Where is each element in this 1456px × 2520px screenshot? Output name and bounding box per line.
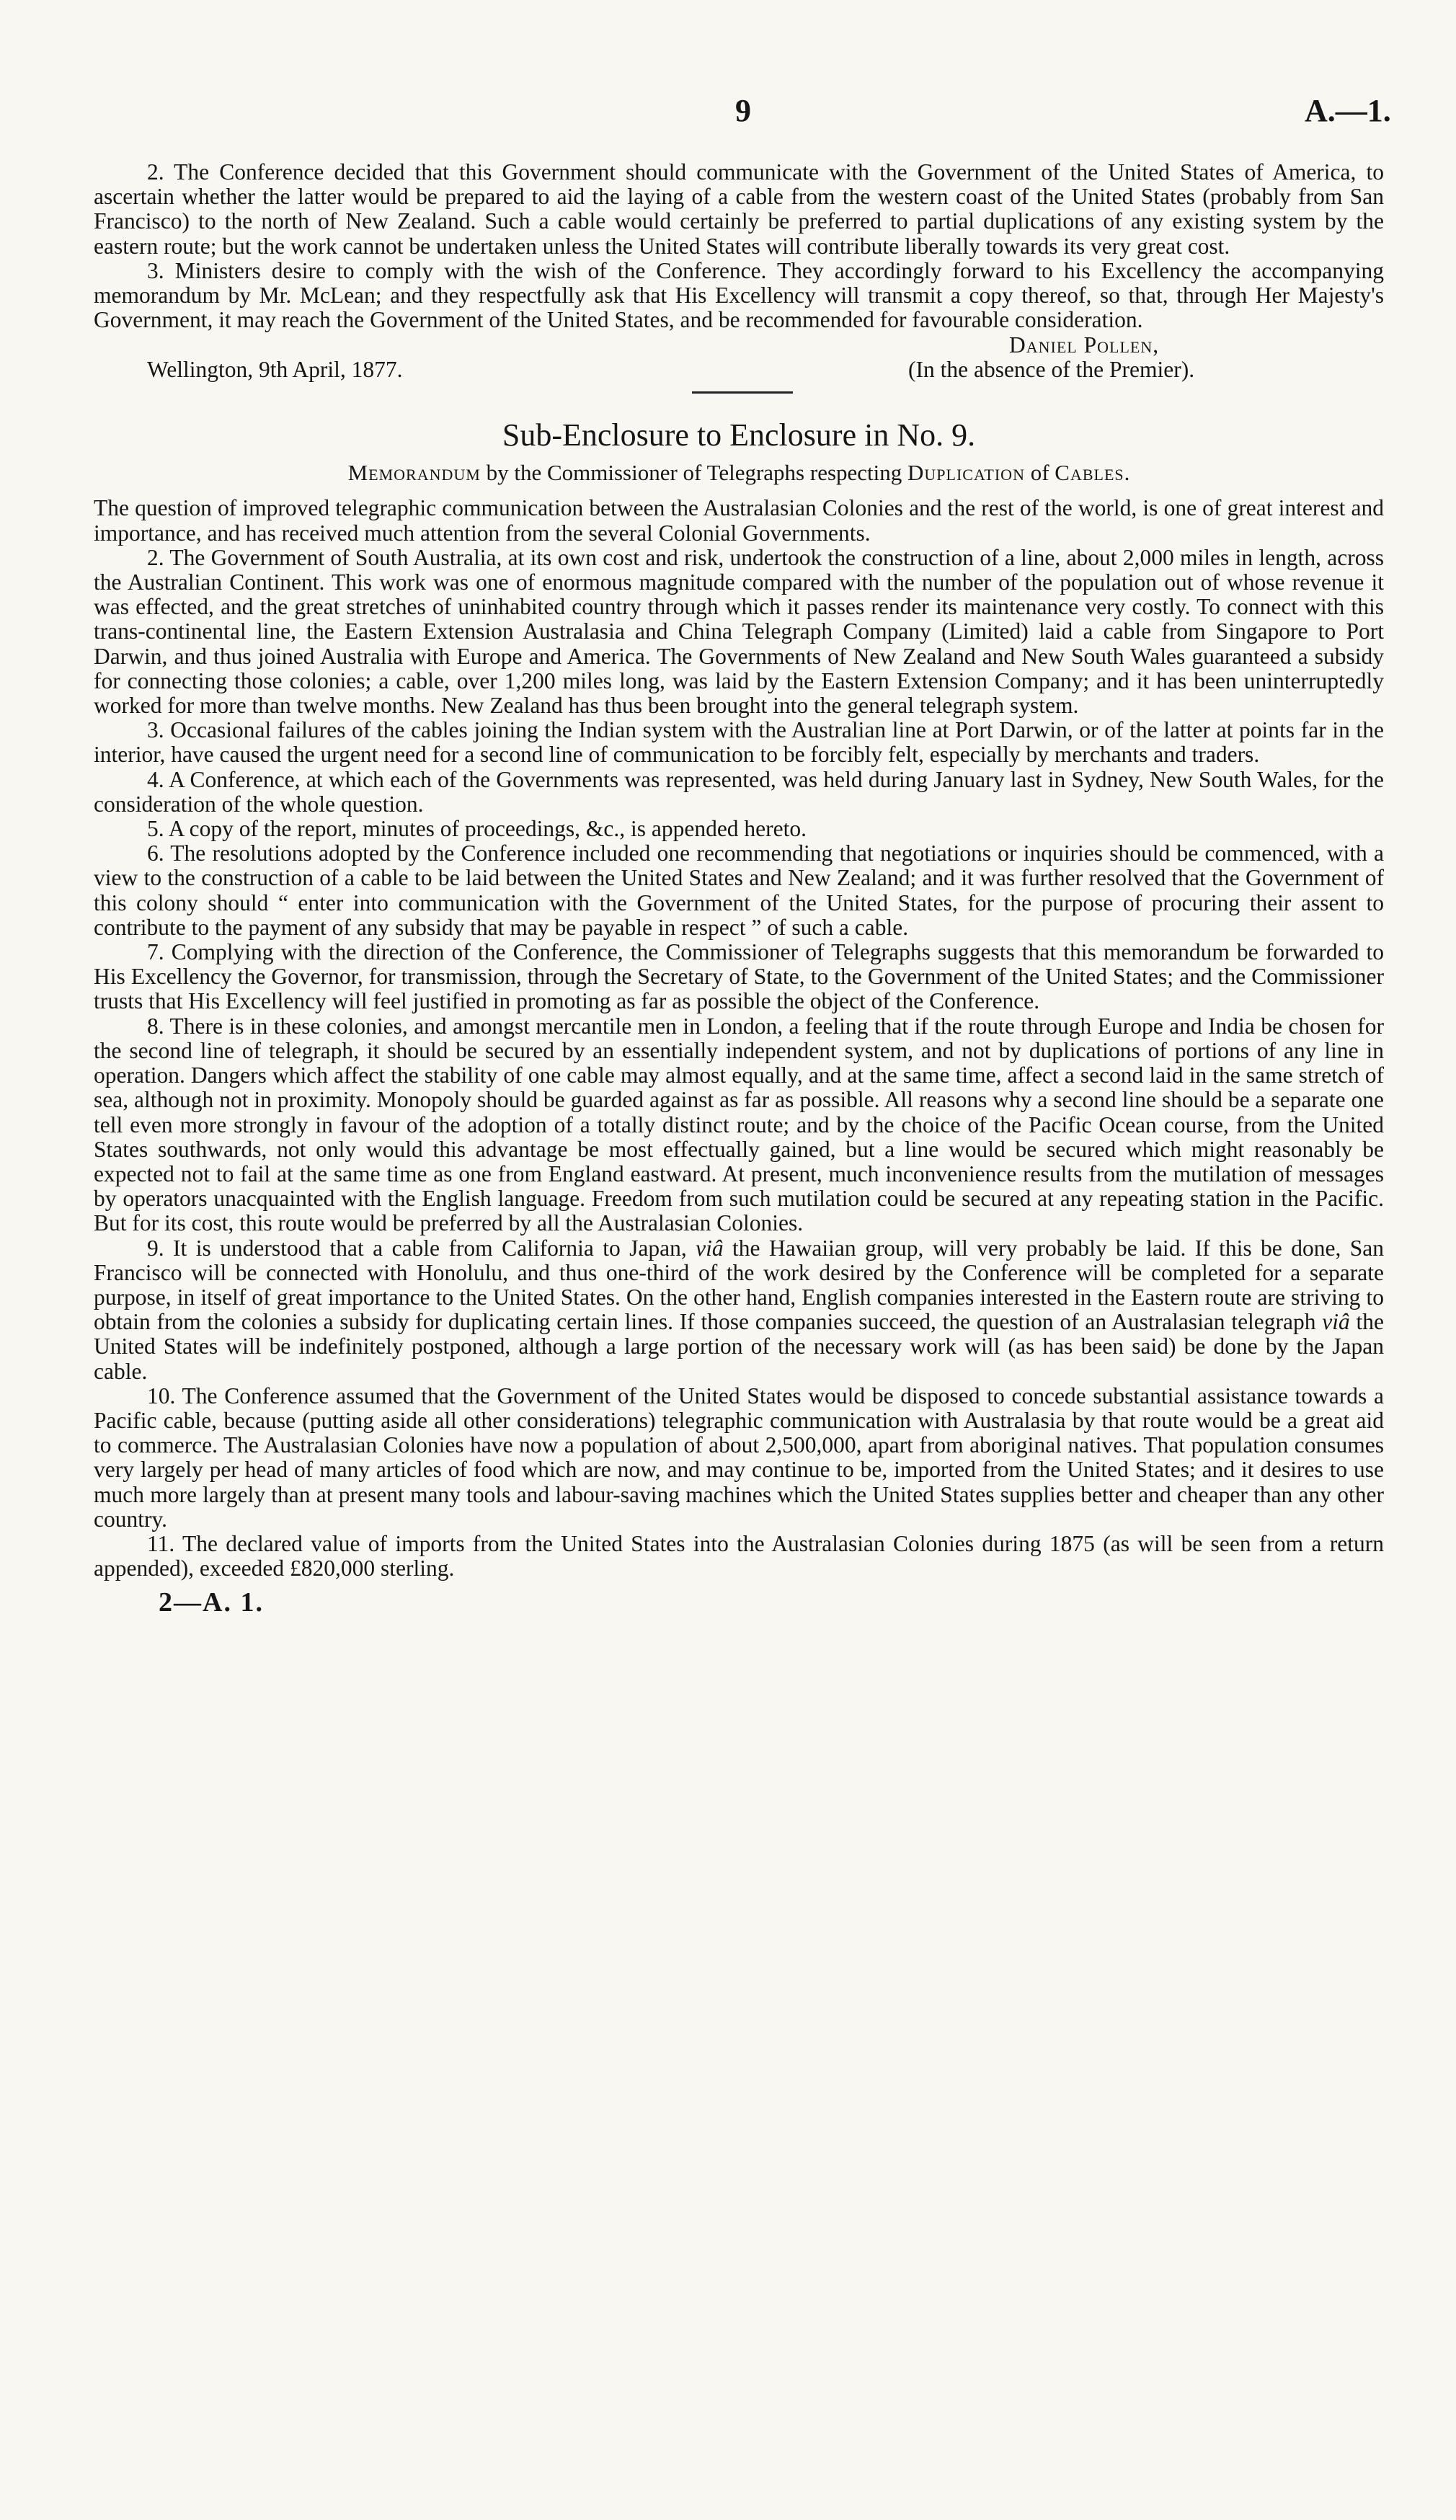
memo-subject: Duplication bbox=[907, 460, 1025, 486]
via-italic: viâ bbox=[1322, 1309, 1350, 1335]
document-body bbox=[94, 160, 1384, 1618]
place-date: Wellington, 9th April, 1877. bbox=[147, 357, 403, 383]
memo-paragraph: 2. The Government of South Australia, at its own cost and risk, undertook the construction of a line, about 2,000 miles in length, across the Australian Continent. This work was one of enormous magnitude compared with the number of the population out of whose revenue it was effected, and the great stretches of uninhabited country through which it passes render its maintenance very costly. To connect with this trans-continental line, the Eastern Extension Australasia and China Telegraph Company (Limited) laid a cable from Singapore to Port Darwin, and thus joined Australia with Europe and America. The Governments of New Zealand and New South Wales guaranteed a subsidy for connecting those colonies; a cable, over 1,200 miles long, was laid by the Eastern Extension Company; and it has been uninterruptedly worked for more than twelve months. New Zealand has thus been brought into the general telegraph system. bbox=[94, 544, 1384, 719]
memo-paragraph: 5. A copy of the report, minutes of proceedings, &c., is appended hereto. bbox=[147, 816, 807, 842]
signatory-note: (In the absence of the Premier). bbox=[908, 357, 1195, 383]
memo-paragraph: 8. There is in these colonies, and amongst mercantile men in London, a feeling that if the route through Europe and India be chosen for the second line of telegraph, it should be secured by an essentially independent system, and not by duplications of portions of any line in operation. Dangers which affect the stability of one cable may almost equally, and at the same time, affect a second laid in the same stretch of sea, although not in proximity. Monopoly should be guarded against as far as possible. All reasons why a second line should be a separate one tell even more strongly in favour of the adoption of a totally distinct route; and by the choice of the Pacific Ocean course, from the United States southwards, not only would this advantage be most effectually gained, but a line would be secured which might reasonably be expected not to fail at the same time as one from England eastward. At present, much inconvenience results from the mutilation of messages by operators unacquainted with the English language. Freedom from such mutilation could be secured at any repeating station in the Pacific. But for its cost, this route would be preferred by all the Australasian Colonies. bbox=[94, 1013, 1384, 1236]
section-title: Sub-Enclosure to Enclosure in No. 9. bbox=[502, 417, 976, 453]
memo-paragraph: The question of improved telegraphic communication between the Australasian Colonies and the rest of the world, is one of great interest and importance, and has received much attention from the several Colonial Governments. bbox=[94, 495, 1384, 546]
memo-paragraph: 11. The declared value of imports from the United States into the Australasian Colonies during 1875 (as will be seen from a return appended), exceeded £820,000 sterling. bbox=[94, 1530, 1384, 1581]
signature-block bbox=[94, 332, 1384, 381]
via-italic: viâ bbox=[696, 1235, 724, 1261]
para-text: the United States will be indefinitely postponed, although a large portion of the necessary work will (as has been said) be done by the Japan cable. bbox=[94, 1309, 1384, 1384]
memo-text: . bbox=[1124, 460, 1130, 486]
signatory-name: Daniel Pollen, bbox=[1009, 332, 1160, 358]
memo-text: of bbox=[1024, 460, 1055, 486]
memorandum-title bbox=[94, 460, 1384, 486]
memo-paragraph: 7. Complying with the direction of the Conference, the Commissioner of Telegraphs suggests that this memorandum be forwarded to His Excellency the Governor, for transmission, through the Secretary of State, to the Government of the United States; and the Commissioner trusts that His Excellency will feel justified in promoting as far as possible the object of the Conference. bbox=[94, 939, 1384, 1014]
footer-signature: 2—A. 1. bbox=[159, 1587, 264, 1618]
memo-label: Memorandum bbox=[347, 460, 481, 486]
page-header bbox=[0, 92, 1456, 136]
paragraph: 2. The Conference decided that this Government should communicate with the Government of the United States of America, to ascertain whether the latter would be prepared to aid the laying of a cable from the western coast of the United States (probably from San Francisco) to the north of New Zealand. Such a cable would certainly be preferred to partial duplications of any existing system by the eastern route; but the work cannot be undertaken unless the United States will contribute liberally towards its very great cost. bbox=[94, 159, 1384, 259]
para-text: 9. It is understood that a cable from California to Japan, bbox=[147, 1235, 696, 1261]
para-text: the Hawaiian group, will very probably be laid. If this be done, San Francisco will be connected with Honolulu, and thus one-third of the work desired by the Conference will be completed for a separate purpose, in itself of great importance to the United States. On the other hand, English companies interested in the Eastern route are striving to obtain from the colonies a subsidy for duplicating certain lines. If those companies succeed, the question of an Australasian telegraph bbox=[94, 1235, 1384, 1335]
memo-text: by the Commissioner of Telegraphs respecting bbox=[480, 460, 908, 486]
memo-paragraph: 10. The Conference assumed that the Government of the United States would be disposed to concede substantial assistance towards a Pacific cable, because (putting aside all other considerations) telegraphic communication with Australasia by that route would be a great aid to commerce. The Australasian Colonies have now a population of about 2,500,000, apart from aboriginal natives. That population consumes very largely per head of many articles of food which are now, and may continue to be, imported from the United States; and it desires to use much more largely than at present many tools and labour-saving machines which the United States supplies better and cheaper than any other country. bbox=[94, 1383, 1384, 1532]
memo-paragraph: 3. Occasional failures of the cables joining the Indian system with the Australian line at Port Darwin, or of the latter at points far in the interior, have caused the urgent need for a second line of communication to be forcibly felt, especially by merchants and traders. bbox=[94, 717, 1384, 768]
memo-paragraph: 4. A Conference, at which each of the Governments was represented, was held during January last in Sydney, New South Wales, for the consideration of the whole question. bbox=[94, 766, 1384, 817]
memo-paragraph bbox=[94, 1236, 1384, 1384]
page-number: 9 bbox=[735, 93, 751, 128]
paragraph: 3. Ministers desire to comply with the wish of the Conference. They accordingly forward to his Excellency the accompanying memorandum by Mr. McLean; and they respectfully ask that His Excellency will transmit a copy thereof, so that, through Her Majesty's Government, it may reach the Government of the United States, and be recommended for favourable consideration. bbox=[94, 257, 1384, 333]
memo-paragraph: 6. The resolutions adopted by the Conference included one recommending that negotiations or inquiries should be commenced, with a view to the construction of a cable to be laid between the United States and New Zealand; and it was further resolved that the Government of this colony should “ enter into communication with the Government of the United States, for the purpose of procuring their assent to contribute to the payment of any subsidy that may be payable in respect ” of such a cable. bbox=[94, 840, 1384, 940]
series-code: A.—1. bbox=[1305, 93, 1391, 128]
section-divider bbox=[692, 391, 793, 394]
memo-subject: Cables bbox=[1055, 460, 1124, 486]
